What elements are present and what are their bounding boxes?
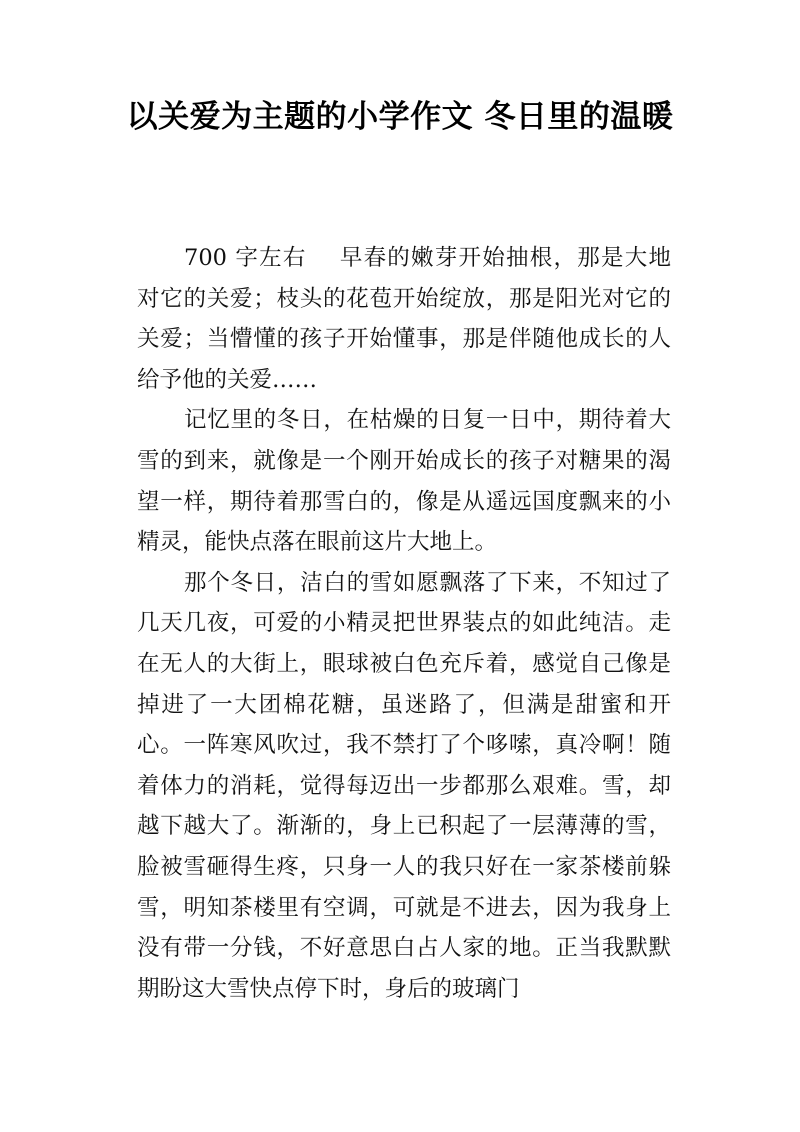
- document-title: 以关爱为主题的小学作文 冬日里的温暖: [126, 99, 674, 135]
- paragraph-intro: [137, 238, 671, 400]
- document-body: [137, 238, 671, 1009]
- paragraph-text: 早春的嫩芽开始抽根，那是大地对它的关爱；枝头的花苞开始绽放，那是阳光对它的关爱；当懵懂的孩子开始懂事，那是伴随他成长的人给予他的关爱……: [137, 245, 671, 393]
- paragraph-memory: 记忆里的冬日，在枯燥的日复一日中，期待着大雪的到来，就像是一个刚开始成长的孩子对糖果的渴望一样，期待着那雪白的，像是从遥远国度飘来的小精灵，能快点落在眼前这片大地上。: [137, 407, 671, 556]
- word-count-note: 700 字左右: [184, 245, 307, 271]
- paragraph-snow-day: 那个冬日，洁白的雪如愿飘落了下来，不知过了几天几夜，可爱的小精灵把世界装点的如此纯洁。走在无人的大街上，眼球被白色充斥着，感觉自己像是掉进了一大团棉花糖，虽迷路了，但满是甜蜜和开心。一阵寒风吹过，我不禁打了个哆嗦，真冷啊！随着体力的消耗，觉得每迈出一步都那么艰难。雪，却越下越大了。渐渐的，身上已积起了一层薄薄的雪，脸被雪砸得生疼，只身一人的我只好在一家茶楼前躲雪，明知茶楼里有空调，可就是不进去，因为我身上没有带一分钱，不好意思白占人家的地。正当我默默期盼这大雪快点停下时，身后的玻璃门: [137, 569, 671, 1002]
